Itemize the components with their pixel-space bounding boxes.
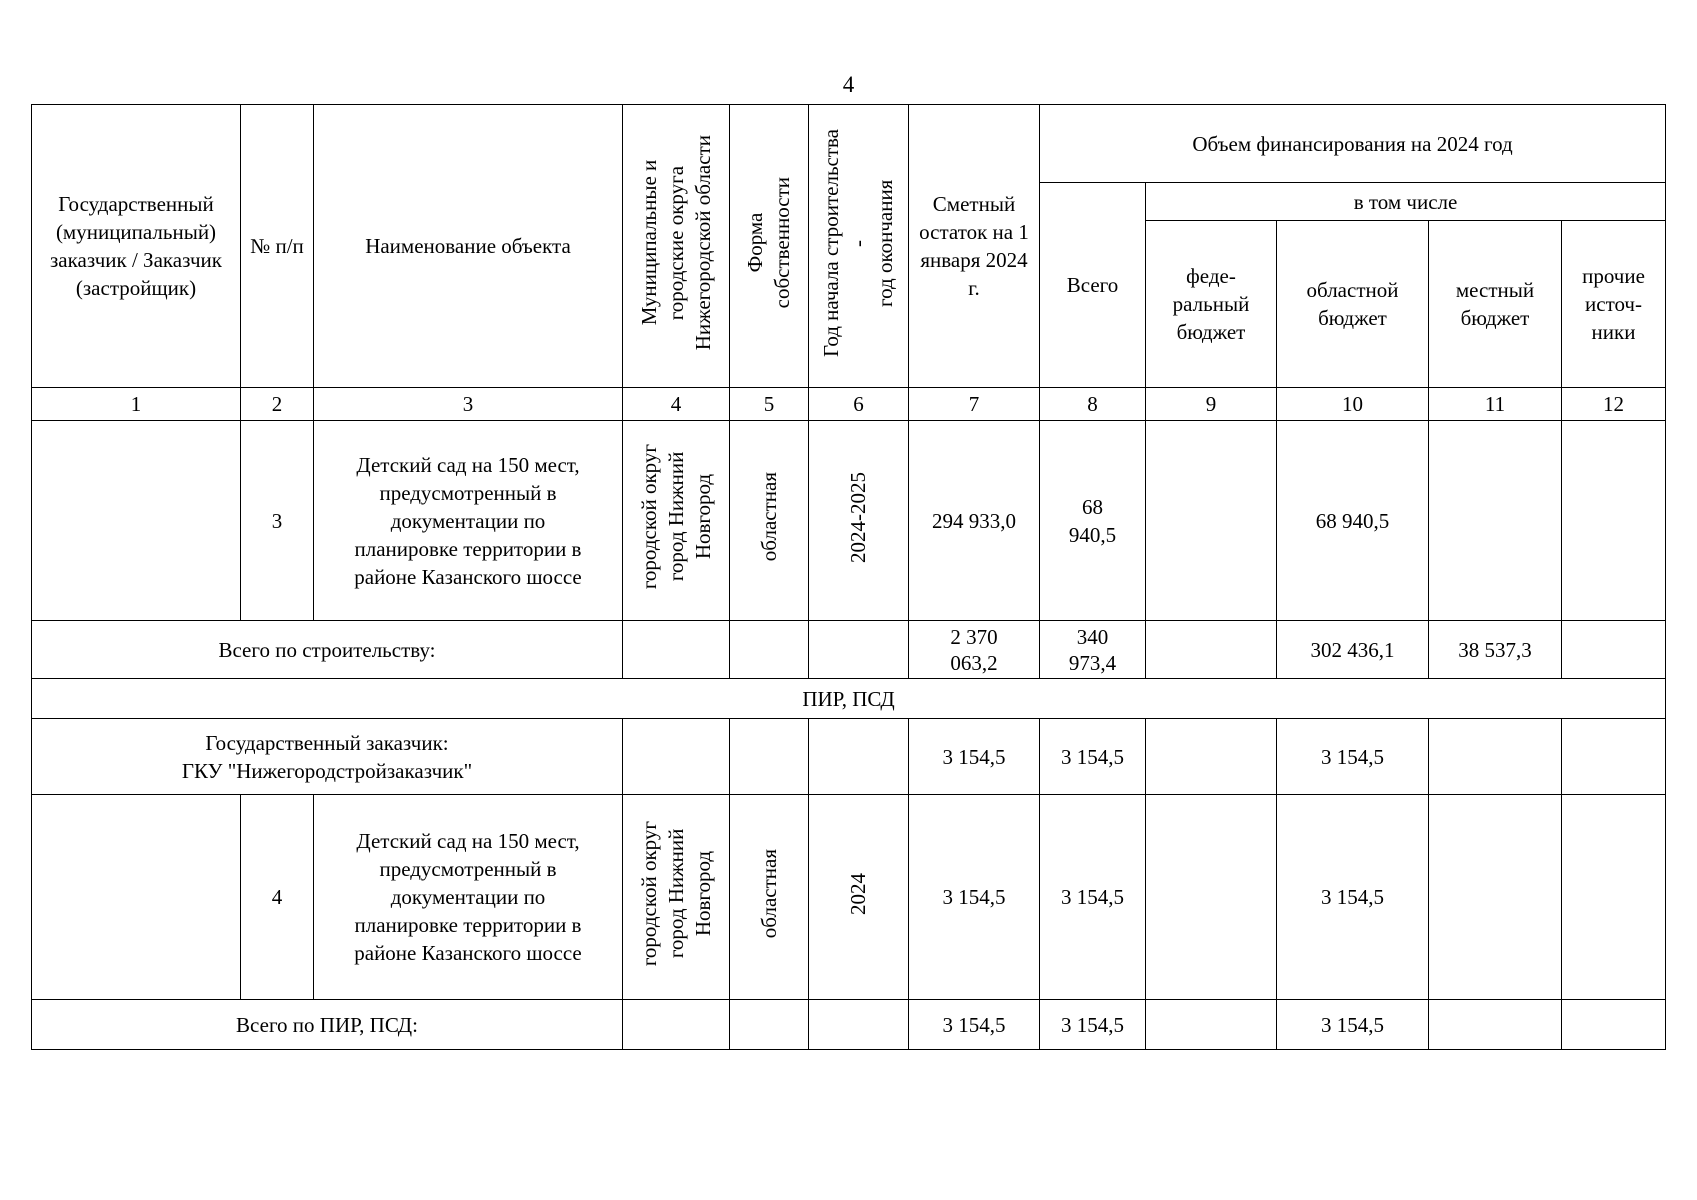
cell-municipality <box>623 795 730 1000</box>
col-num: 10 <box>1277 388 1429 421</box>
header-other: прочие источ- ники <box>1562 221 1666 388</box>
col-num: 6 <box>809 388 909 421</box>
cell-local <box>1429 1000 1562 1050</box>
cell-years <box>809 795 909 1000</box>
cell-empty <box>809 719 909 795</box>
header-customer: Государственный (муниципальный) заказчик / Заказчик (застройщик) <box>32 105 241 388</box>
cell-empty <box>623 621 730 679</box>
header-municipality-text: Муниципальные и городские округа Нижегородской области <box>636 134 715 351</box>
cell-ownership-text: областная <box>756 472 781 562</box>
cell-regional: 68 940,5 <box>1277 421 1429 621</box>
cell-municipality <box>623 421 730 621</box>
table-row-total-construction <box>32 621 1666 679</box>
cell-local <box>1429 421 1562 621</box>
cell-num: 3 <box>241 421 314 621</box>
page-number: 4 <box>842 72 855 97</box>
col-num: 3 <box>314 388 623 421</box>
cell-years <box>809 421 909 621</box>
cell-regional: 302 436,1 <box>1277 621 1429 679</box>
cell-other <box>1562 795 1666 1000</box>
cell-other <box>1562 621 1666 679</box>
cell-other <box>1562 719 1666 795</box>
cell-local <box>1429 795 1562 1000</box>
section-row-pir <box>32 679 1666 719</box>
cell-municipality-text: городской округ город Нижний Новгород <box>636 444 715 590</box>
cell-federal <box>1146 795 1277 1000</box>
cell-object-name: Детский сад на 150 мест, предусмотренный в документации по планировке территории в районе Казанского шоссе <box>314 795 623 1000</box>
cell-total: 68 940,5 <box>1040 421 1146 621</box>
col-num: 1 <box>32 388 241 421</box>
cell-years-text: 2024 <box>846 872 870 915</box>
cell-total-construction-label: Всего по строительству: <box>32 621 623 679</box>
header-num: № п/п <box>241 105 314 388</box>
header-ownership-text: Форма собственности <box>743 176 794 309</box>
cell-local: 38 537,3 <box>1429 621 1562 679</box>
cell-federal <box>1146 719 1277 795</box>
header-years-text: Год начала строительства - год окончания <box>819 128 897 357</box>
header-estimate: Сметный остаток на 1 января 2024 г. <box>909 105 1040 388</box>
cell-object-name: Детский сад на 150 мест, предусмотренный в документации по планировке территории в районе Казанского шоссе <box>314 421 623 621</box>
cell-num: 4 <box>241 795 314 1000</box>
cell-municipality-text: городской округ город Нижний Новгород <box>636 820 715 967</box>
cell-empty <box>730 621 809 679</box>
header-years <box>809 105 909 388</box>
header-including: в том числе <box>1146 183 1666 221</box>
col-num: 12 <box>1562 388 1666 421</box>
cell-regional: 3 154,5 <box>1277 719 1429 795</box>
header-row-1 <box>32 105 1666 183</box>
col-num: 11 <box>1429 388 1562 421</box>
col-num: 4 <box>623 388 730 421</box>
col-num: 2 <box>241 388 314 421</box>
header-ownership <box>730 105 809 388</box>
cell-ownership <box>730 795 809 1000</box>
table-row-object-4 <box>32 795 1666 1000</box>
cell-estimate: 3 154,5 <box>909 795 1040 1000</box>
cell-customer-empty <box>32 421 241 621</box>
cell-federal <box>1146 421 1277 621</box>
cell-total: 3 154,5 <box>1040 795 1146 1000</box>
cell-estimate: 2 370 063,2 <box>909 621 1040 679</box>
cell-other <box>1562 1000 1666 1050</box>
cell-total: 3 154,5 <box>1040 1000 1146 1050</box>
section-title-pir: ПИР, ПСД <box>32 679 1666 719</box>
cell-estimate: 3 154,5 <box>909 719 1040 795</box>
cell-federal <box>1146 1000 1277 1050</box>
cell-empty <box>730 719 809 795</box>
cell-federal <box>1146 621 1277 679</box>
cell-regional: 3 154,5 <box>1277 1000 1429 1050</box>
financing-table <box>31 104 1666 1050</box>
table-row-customer <box>32 719 1666 795</box>
col-num: 7 <box>909 388 1040 421</box>
cell-total: 340 973,4 <box>1040 621 1146 679</box>
cell-years-text: 2024-2025 <box>846 471 870 563</box>
col-num: 8 <box>1040 388 1146 421</box>
cell-total-pir-label: Всего по ПИР, ПСД: <box>32 1000 623 1050</box>
cell-empty <box>730 1000 809 1050</box>
col-num: 5 <box>730 388 809 421</box>
cell-empty <box>623 1000 730 1050</box>
cell-local <box>1429 719 1562 795</box>
cell-empty <box>809 1000 909 1050</box>
table-row-object-3 <box>32 421 1666 621</box>
header-municipality <box>623 105 730 388</box>
header-total: Всего <box>1040 183 1146 388</box>
cell-ownership <box>730 421 809 621</box>
column-numbers-row <box>32 388 1666 421</box>
table-row-total-pir <box>32 1000 1666 1050</box>
cell-regional: 3 154,5 <box>1277 795 1429 1000</box>
header-federal: феде- ральный бюджет <box>1146 221 1277 388</box>
cell-total: 3 154,5 <box>1040 719 1146 795</box>
cell-ownership-text: областная <box>756 848 781 939</box>
header-local: местный бюджет <box>1429 221 1562 388</box>
col-num: 9 <box>1146 388 1277 421</box>
cell-estimate: 294 933,0 <box>909 421 1040 621</box>
cell-estimate: 3 154,5 <box>909 1000 1040 1050</box>
header-regional: областной бюджет <box>1277 221 1429 388</box>
cell-empty <box>809 621 909 679</box>
cell-customer-label: Государственный заказчик: ГКУ "Нижегородстройзаказчик" <box>32 719 623 795</box>
cell-empty <box>623 719 730 795</box>
header-object-name: Наименование объекта <box>314 105 623 388</box>
cell-customer-empty <box>32 795 241 1000</box>
cell-other <box>1562 421 1666 621</box>
header-funding-group: Объем финансирования на 2024 год <box>1040 105 1666 183</box>
